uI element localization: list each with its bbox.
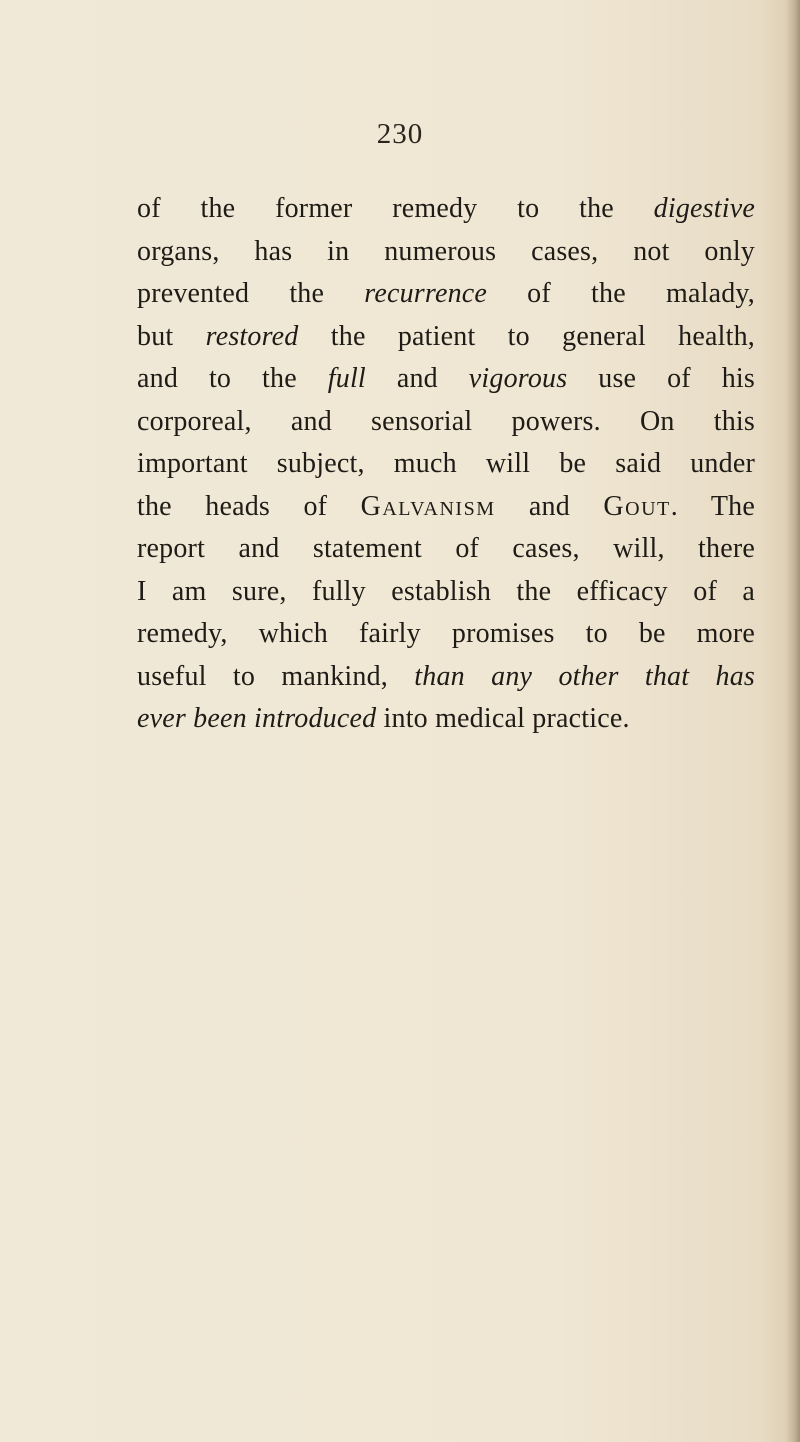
text-run: corporeal, and sensorial powers. On this — [137, 405, 755, 437]
text-line — [137, 443, 755, 486]
page-edge-shadow — [786, 0, 800, 1442]
italic-text: vigorous — [468, 363, 568, 394]
text-run: and — [365, 363, 469, 394]
italic-text: ever been introduced — [137, 703, 377, 734]
small-caps-text: Galvanism — [360, 490, 496, 522]
text-run: important subject, much will be said under — [137, 448, 755, 479]
text-line — [137, 401, 755, 444]
text-line — [137, 358, 755, 401]
text-run: and to the — [137, 363, 328, 394]
text-line — [137, 486, 755, 529]
text-run: organs, has in numerous cases, not only — [137, 235, 755, 267]
text-run: prevented the — [137, 278, 365, 309]
text-run: into medical practice. — [376, 703, 630, 734]
text-line — [137, 613, 755, 656]
text-run: and — [495, 490, 604, 522]
italic-text: digestive — [653, 193, 755, 224]
text-run: I am sure, fully establish the efficacy of a — [137, 575, 755, 607]
body-text — [137, 188, 755, 741]
text-run: the patient to general health, — [298, 320, 755, 352]
text-line — [137, 528, 755, 571]
italic-text: full — [327, 363, 366, 394]
text-line — [137, 698, 755, 741]
italic-text: recurrence — [364, 278, 488, 309]
italic-text: than any other that has — [414, 660, 755, 692]
small-caps-text: Gout — [603, 490, 671, 522]
text-line — [137, 188, 755, 231]
text-run: . The — [670, 490, 755, 522]
text-run: but — [137, 320, 206, 352]
text-run: use of his — [567, 363, 755, 394]
text-run: of the malady, — [487, 278, 755, 309]
text-run: report and statement of cases, will, there — [137, 533, 755, 564]
text-line — [137, 273, 755, 316]
text-run: remedy, which fairly promises to be more — [137, 618, 755, 649]
text-line — [137, 656, 755, 699]
italic-text: restored — [205, 320, 299, 352]
text-line — [137, 571, 755, 614]
text-run: useful to mankind, — [137, 660, 415, 692]
text-line — [137, 316, 755, 359]
text-run: the heads of — [137, 490, 361, 522]
text-run: of the former remedy to the — [137, 193, 654, 224]
text-line — [137, 231, 755, 274]
page-number: 230 — [376, 118, 424, 150]
